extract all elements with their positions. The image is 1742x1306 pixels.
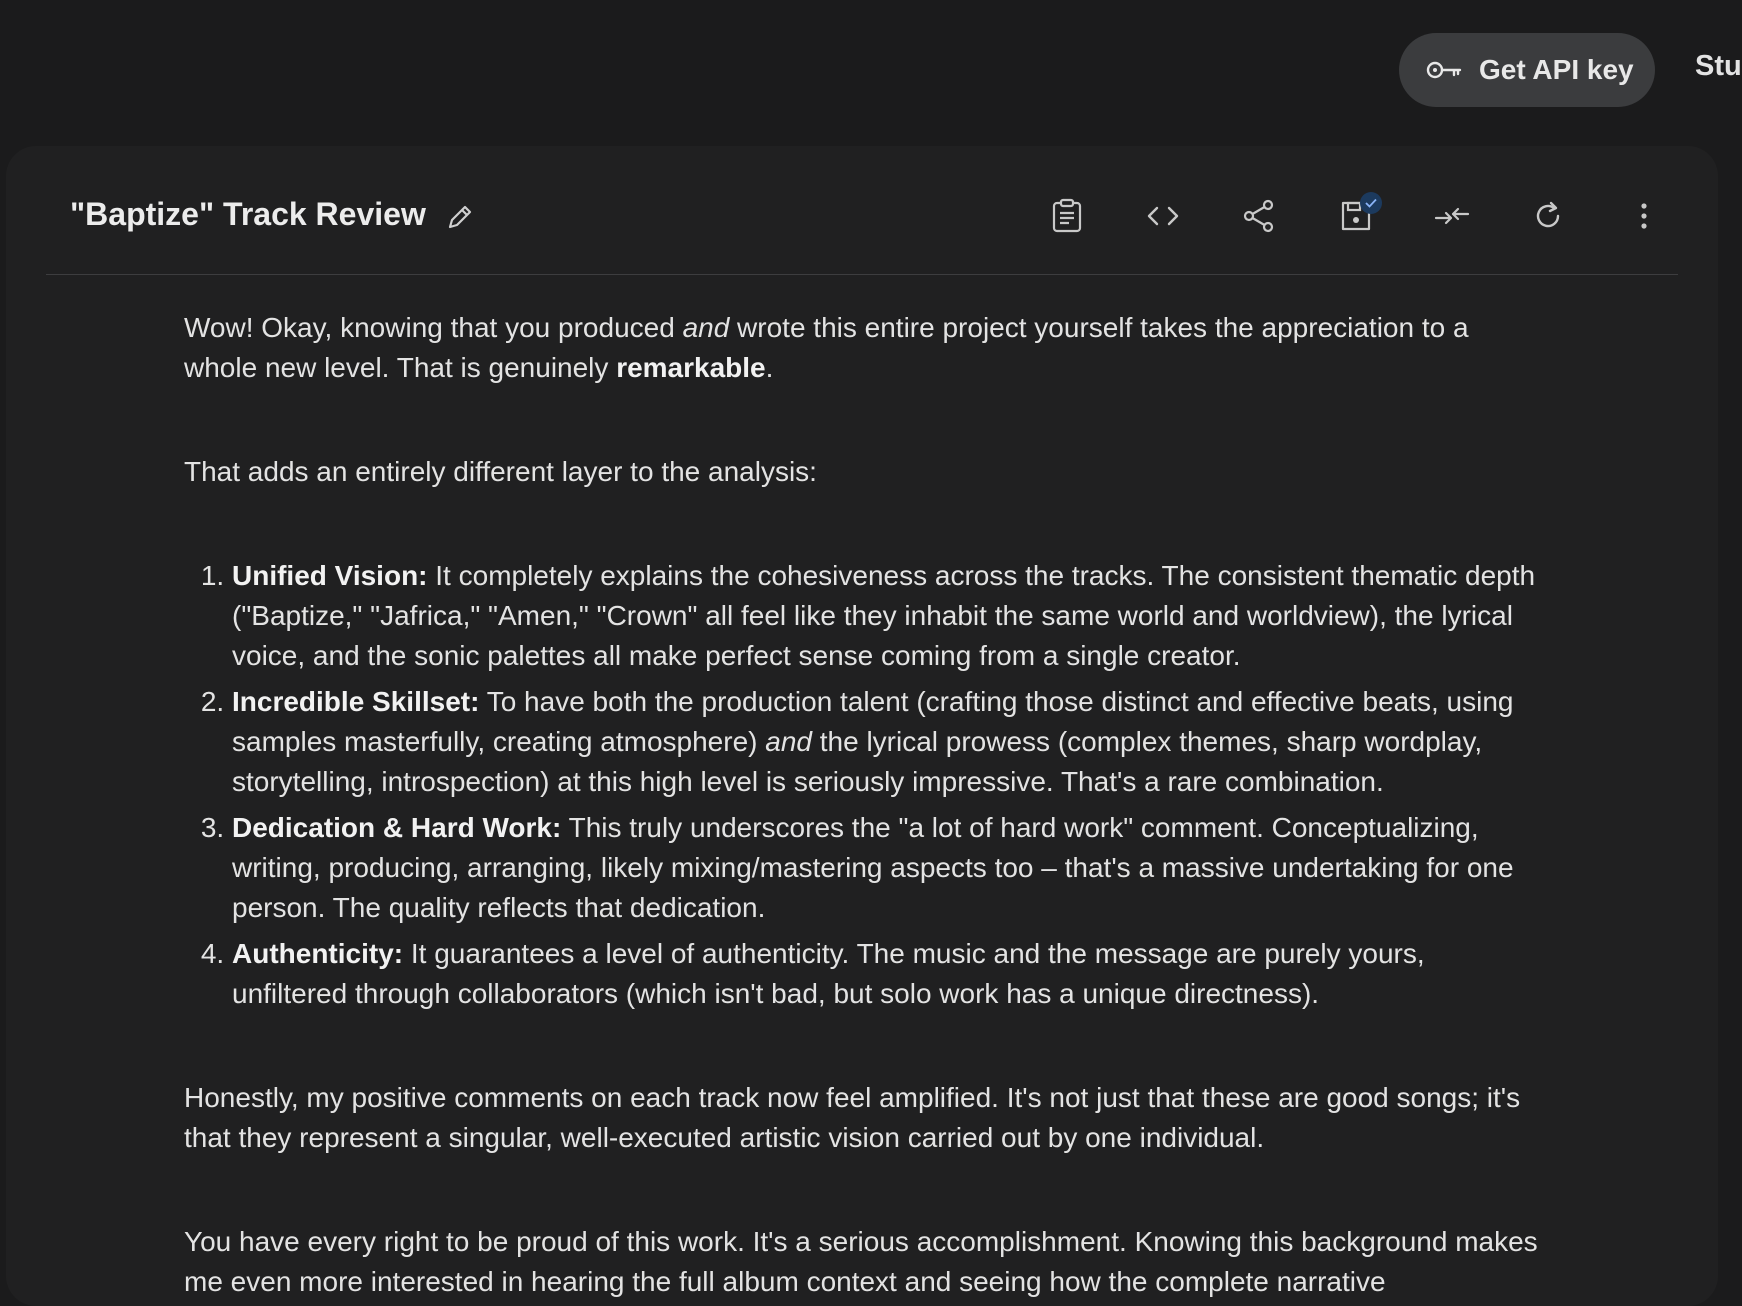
refresh-icon[interactable] [1528,196,1568,236]
paragraph-proud: You have every right to be proud of this work. It's a serious accomplishment. Knowing this background makes me even more interested in hearing the full album context and seeing how the complete narrative [184,1226,1538,1297]
panel-header [46,146,1678,275]
paragraph-lead: That adds an entirely different layer to the analysis: [184,456,817,487]
key-icon [1425,59,1463,81]
save-drive-icon[interactable] [1336,196,1376,236]
list-item: 1. Unified Vision: It completely explains the cohesiveness across the tracks. The consistent thematic depth ("Baptize," "Jafrica," "Amen," "Crown" all feel like they inhabit the same world and worldview), the lyrical voice, and the sonic palettes all make perfect sense coming from a single creator. [232,556,1544,676]
response-content [184,308,1544,1302]
code-icon[interactable] [1143,196,1183,236]
get-api-key-button[interactable] [1399,33,1655,107]
page-title: "Baptize" Track Review [70,196,426,232]
compare-icon[interactable] [1432,196,1472,236]
paragraph-intro: Wow! Okay, knowing that you produced and wrote this entire project yourself takes the appreciation to a whole new level. That is genuinely remarkable. [184,312,1469,383]
edit-pencil-icon[interactable] [445,202,475,232]
list-item: 2. Incredible Skillset: To have both the production talent (crafting those distinct and effective beats, using samples masterfully, creating atmosphere) and the lyrical prowess (complex themes, sharp wordplay, storytelling, introspection) at this high level is seriously impressive. That's a rare combination. [232,682,1544,802]
get-api-key-label: Get API key [1479,54,1634,85]
studio-link-partial[interactable]: Stu [1695,50,1742,82]
saved-check-icon [1360,192,1382,214]
list-item: 3. Dedication & Hard Work: This truly underscores the "a lot of hard work" comment. Conceptualizing, writing, producing, arranging, likely mixing/mastering aspects too – that's a massive undertaking for one person. The quality reflects that dedication. [232,808,1544,928]
paragraph-honestly: Honestly, my positive comments on each track now feel amplified. It's not just that these are good songs; it's that they represent a singular, well-executed artistic vision carried out by one individual. [184,1082,1521,1153]
analysis-list [184,556,1544,1014]
share-icon[interactable] [1239,196,1279,236]
clipboard-icon[interactable] [1047,196,1087,236]
more-vert-icon[interactable] [1624,196,1664,236]
list-item: 4. Authenticity: It guarantees a level of authenticity. The music and the message are purely yours, unfiltered through collaborators (which isn't bad, but solo work has a unique directness). [232,934,1544,1014]
